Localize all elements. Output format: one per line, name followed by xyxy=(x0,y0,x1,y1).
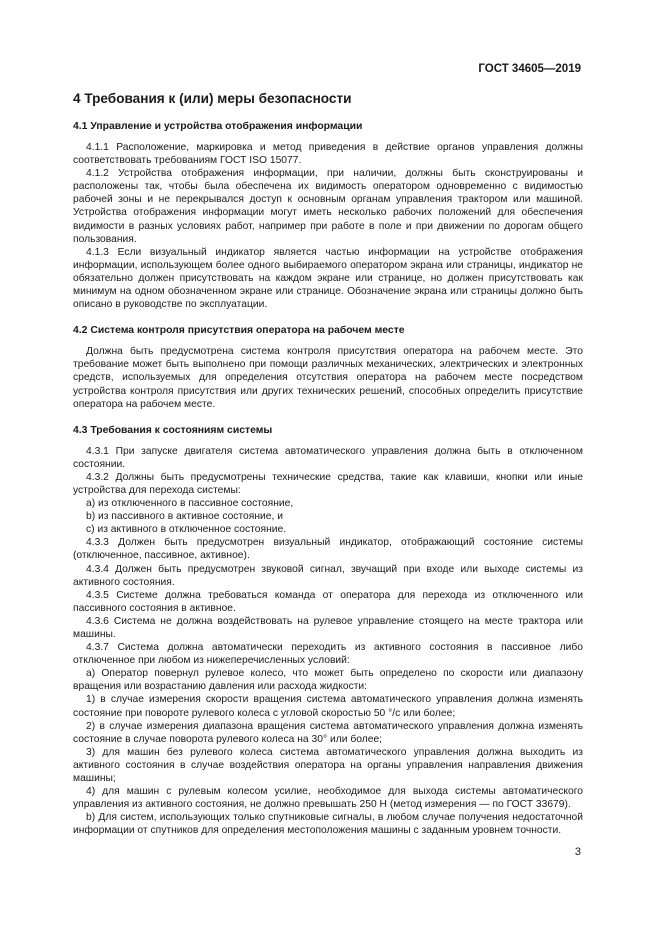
condition-a: a) Оператор повернул рулевое колесо, что может быть определено по скорости или диапазону вращения или возрастанию давления или расхода жидкости: xyxy=(73,668,583,693)
condition-b: b) Для систем, использующих только спутниковые сигналы, в любом случае получения недостаточной информации от спутников для определения местоположения машины с заданным уровнем точности. xyxy=(73,812,583,837)
condition-a-1: 1) в случае измерения скорости вращения система автоматического управления должна изменять состояние при повороте рулевого колеса с угловой скоростью 50 °/с или более; xyxy=(73,694,583,719)
document-code: ГОСТ 34605—2019 xyxy=(478,63,581,75)
list-item-b: b) из пассивного в активное состояние, и xyxy=(86,511,283,523)
paragraph-4-1-1: 4.1.1 Расположение, маркировка и метод приведения в действие органов управления должны соответствовать требованиям ГОСТ ISO 15077. xyxy=(73,142,583,167)
list-item-a: a) из отключенного в пассивное состояние, xyxy=(86,498,294,510)
document-body xyxy=(73,91,583,838)
section-title: 4 Требования к (или) меры безопасности xyxy=(73,91,352,106)
condition-a-2: 2) в случае измерения диапазона вращения система автоматического управления должна изменять состояние в случае поворота рулевого колеса на 30° или более; xyxy=(73,720,583,745)
paragraph-4-1-3: 4.1.3 Если визуальный индикатор является частью информации на устройстве отображения информации, использующем более одного выбираемого оператором экрана или страницы, индикатор не обязательно должен присутствовать на каждом экране или странице, но должен присутствовать как минимум на одном обозначенном экране или странице. Обозначение экрана или страницы должно быть описано в руководстве по эксплуатации. xyxy=(73,246,583,311)
subsection-title-4-2: 4.2 Система контроля присутствия оператора на рабочем месте xyxy=(73,325,405,337)
page-number: 3 xyxy=(574,846,581,858)
condition-a-3: 3) для машин без рулевого колеса система автоматического управления должна выходить из активного состояния в случае воздействия оператора на органы управления направления движения машины; xyxy=(73,746,583,785)
paragraph-4-3-4: 4.3.4 Должен быть предусмотрен звуковой сигнал, звучащий при входе или выходе системы из активного состояния. xyxy=(73,563,583,588)
list-item-c: c) из активного в отключенное состояние. xyxy=(86,524,287,536)
paragraph-4-3-1: 4.3.1 При запуске двигателя система автоматического управления должна быть в отключенном состоянии. xyxy=(73,445,583,470)
paragraph-4-3-3: 4.3.3 Должен быть предусмотрен визуальный индикатор, отображающий состояние системы (отключенное, пассивное, активное). xyxy=(73,537,583,562)
paragraph-4-3-7: 4.3.7 Система должна автоматически переходить из активного состояния в пассивное либо отключенное при любом из нижеперечисленных условий: xyxy=(73,642,583,667)
paragraph-4-3-2: 4.3.2 Должны быть предусмотрены технические средства, такие как клавиши, кнопки или иные устройства для перехода системы: xyxy=(73,471,583,496)
subsection-title-4-1: 4.1 Управление и устройства отображения информации xyxy=(73,121,363,132)
paragraph-4-1-2: 4.1.2 Устройства отображения информации, при наличии, должны быть сконструированы и расположены так, чтобы была обеспечена их видимость оператором одновременно с видимостью рабочей зоны и не перекрывался доступ к основным органам управления трактором или машиной. Устройства отображения информации могут иметь несколько рабочих положений для обеспечения видимости в разных условиях работ, например при работе в поле и при движении по дорогам общего пользования. xyxy=(73,168,583,245)
paragraph-4-3-5: 4.3.5 Системе должна требоваться команда от оператора для перехода из отключенного или пассивного состояния в активное. xyxy=(73,589,583,614)
paragraph-4-2: Должна быть предусмотрена система контроля присутствия оператора на рабочем месте. Это требование может быть выполнено при помощи различных механических, электрических и электронных средств, используемых для определения отсутствия оператора на рабочем месте посредством устройства контроля присутствия или других технических решений, способных определить присутствие оператора на рабочем месте. xyxy=(73,346,583,410)
subsection-title-4-3: 4.3 Требования к состояниям системы xyxy=(73,424,273,436)
paragraph-4-3-6: 4.3.6 Система не должна воздействовать на рулевое управление стоящего на месте трактора или машины. xyxy=(73,615,583,640)
condition-a-4: 4) для машин с рулевым колесом усилие, необходимое для выхода системы автоматического управления из активного состояния, не должно превышать 250 Н (метод измерения — по ГОСТ 33679). xyxy=(73,786,583,811)
